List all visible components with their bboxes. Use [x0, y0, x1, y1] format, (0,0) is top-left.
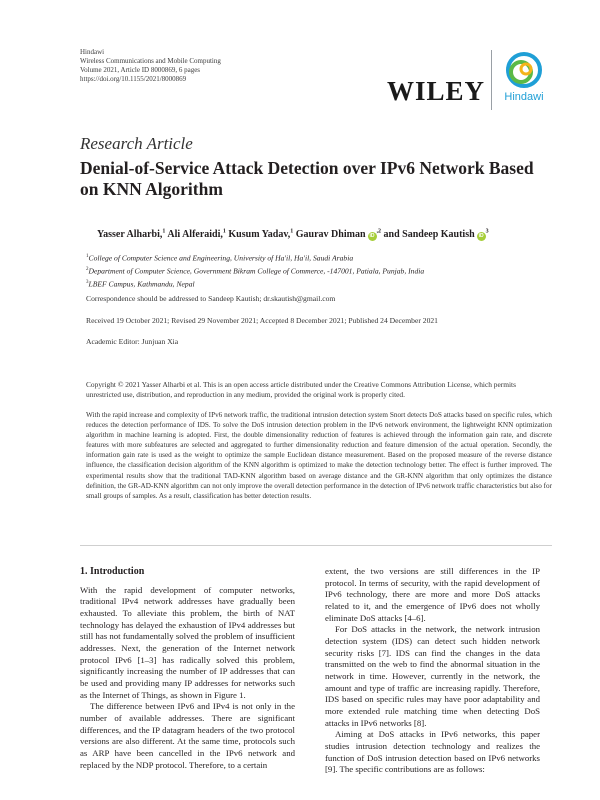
- author-affiliation-mark: 1: [162, 229, 166, 235]
- journal-doi[interactable]: https://doi.org/10.1155/2021/8000869: [80, 75, 187, 83]
- body-paragraph: With the rapid development of computer networks, traditional IPv4 network addresses have gradually been exhausted. To alleviate this problem, the birth of NAT technology has delayed the exhaustion of IPv4 addresses but still has not fundamentally solved the problem of insufficient addresses. Next, the generation of the Internet network protocol IPv6 [1–3] has radically solved this problem, significantly increasing the number of IP addresses that can be used and providing many IP addresses for networks such as the Internet of Things, as shown in Figure 1.: [80, 584, 295, 700]
- copyright-notice: Copyright © 2021 Yasser Alharbi et al. This is an open access article distributed under the Creative Commons Attribution License, which permits unrestricted use, distribution, and reproduction in any medium, provided the original work is properly cited.: [86, 380, 516, 399]
- journal-name: Wireless Communications and Mobile Computing: [80, 57, 221, 65]
- orcid-icon[interactable]: iD: [369, 233, 375, 240]
- journal-publisher: Hindawi: [80, 48, 105, 56]
- author-affiliation-mark: ,2: [376, 229, 382, 235]
- author-name: Gaurav Dhiman: [295, 229, 366, 241]
- body-paragraph: Aiming at DoS attacks in IPv6 networks, this paper studies intrusion detection technology and realizes the function of DoS intrusion detection based on IPv6 networks [9]. The specific contributions are as follows:: [325, 729, 540, 775]
- author-list: [97, 229, 489, 241]
- section-heading: 1. Introduction: [80, 566, 145, 577]
- hindawi-logo-icon: [499, 50, 549, 90]
- article-dates: Received 19 October 2021; Revised 29 November 2021; Accepted 8 December 2021; Published 24 December 2021: [86, 316, 438, 325]
- paper-title: Denial-of-Service Attack Detection over IPv6 Network Based on KNN Algorithm: [80, 158, 534, 199]
- academic-editor: Academic Editor: Junjuan Xia: [86, 337, 179, 346]
- author-2: [167, 229, 226, 240]
- affiliation-text: LBEF Campus, Kathmandu, Nepal: [88, 279, 195, 289]
- body-paragraph: For DoS attacks in the network, the network intrusion detection system (IDS) can detect such hidden network security risks [7]. IDS can find the changes in the data transmitted on the web to find the abnormal situation in the network in time. However, currently in the network, the amount and type of traffic are increasing rapidly. Therefore, IDS based on specific rules may have poor adaptability and more extended rule matching time when detecting DoS attacks in IPv6 networks [8].: [325, 624, 540, 728]
- author-3: [228, 229, 293, 240]
- affiliation-3: [86, 277, 424, 290]
- affiliation-mark: 1: [86, 254, 89, 259]
- hindawi-ring-yellow: [521, 64, 531, 74]
- affiliation-text: College of Computer Science and Engineering, University of Ha'il, Ha'il, Saudi Arabia: [88, 253, 354, 263]
- author-5: [384, 229, 489, 240]
- hindawi-wordmark: Hindawi: [504, 91, 544, 103]
- journal-info: [80, 48, 221, 84]
- author-name: Ali Alferaidi,: [167, 229, 223, 241]
- journal-volume: Volume 2021, Article ID 8000869, 6 pages: [80, 66, 201, 74]
- author-4: [296, 229, 381, 240]
- author-affiliation-mark: 3: [485, 229, 489, 235]
- author-name: Yasser Alharbi,: [97, 229, 163, 241]
- affiliation-mark: 2: [86, 267, 89, 273]
- article-type: Research Article: [80, 134, 193, 153]
- author-name: and Sandeep Kautish: [383, 229, 475, 241]
- author-name: Kusum Yadav,: [228, 229, 291, 241]
- correspondence: Correspondence should be addressed to Sandeep Kautish; dr.skautish@gmail.com: [86, 294, 336, 303]
- body-paragraph: extent, the two versions are still differences in the IP protocol. In terms of security, with the rapid development of IPv6 technology, there are more and more DoS attacks related to it, and the emergence of IPv6 does not wholly eliminate DoS attacks [4–6].: [325, 566, 540, 623]
- affiliation-mark: 3: [86, 280, 89, 286]
- orcid-icon[interactable]: iD: [478, 233, 484, 240]
- abstract-divider: [80, 545, 552, 546]
- affiliation-text: Department of Computer Science, Government Bikram College of Commerce, -147001, Patiala, Punjab, India: [88, 266, 425, 276]
- body-column-right: [325, 566, 540, 776]
- author-affiliation-mark: 1: [222, 229, 226, 235]
- body-paragraph: The difference between IPv6 and IPv4 is not only in the number of available addresses. There are significant differences, and the IP datagram headers of the two protocol versions are also different. At the same time, protocols such as ARP have been cancelled in the IPv6 network and replaced by the NDP protocol. Therefore, to a certain: [80, 701, 295, 770]
- logo-divider: [491, 50, 492, 110]
- abstract: With the rapid increase and complexity of IPv6 network traffic, the traditional intrusion detection system Snort detects DoS attacks based on specific rules, which reduces the detection performance of IDS. To solve the DoS intrusion detection problem in the IPv6 network environment, the lightweight KNN optimization algorithm in machine learning is adopted. First, the double dimensionality reduction of features is achieved through the information gain rate, and discrete features with more subfeatures are selected and aggregated to further dimensionality reduction and feature dimension of the actual operation. Secondly, the information gain rate is used as the weight to optimize the sample Euclidean distance measurement. Based on the proposed measure of the reverse distance influence, the classification decision algorithm of the KNN algorithm is optimized to make the detection technology better. The effect is further improved. The experimental results show that the traditional TAD-KNN algorithm based on average distance and the GR-KNN algorithm that only optimizes the distance definition, the GR-AD-KNN algorithm can not only improve the overall detection performance in the detection of IPv6 network traffic characteristics but also for small groups of samples. As a result, classification has better detection results.: [86, 411, 552, 500]
- author-1: [97, 229, 165, 240]
- affiliation-list: [86, 251, 424, 290]
- affiliation-1: [86, 251, 424, 264]
- body-column-left: [80, 566, 295, 771]
- affiliation-2: [86, 264, 424, 277]
- author-affiliation-mark: 1: [290, 229, 294, 235]
- wiley-logo: WILEY: [387, 76, 486, 106]
